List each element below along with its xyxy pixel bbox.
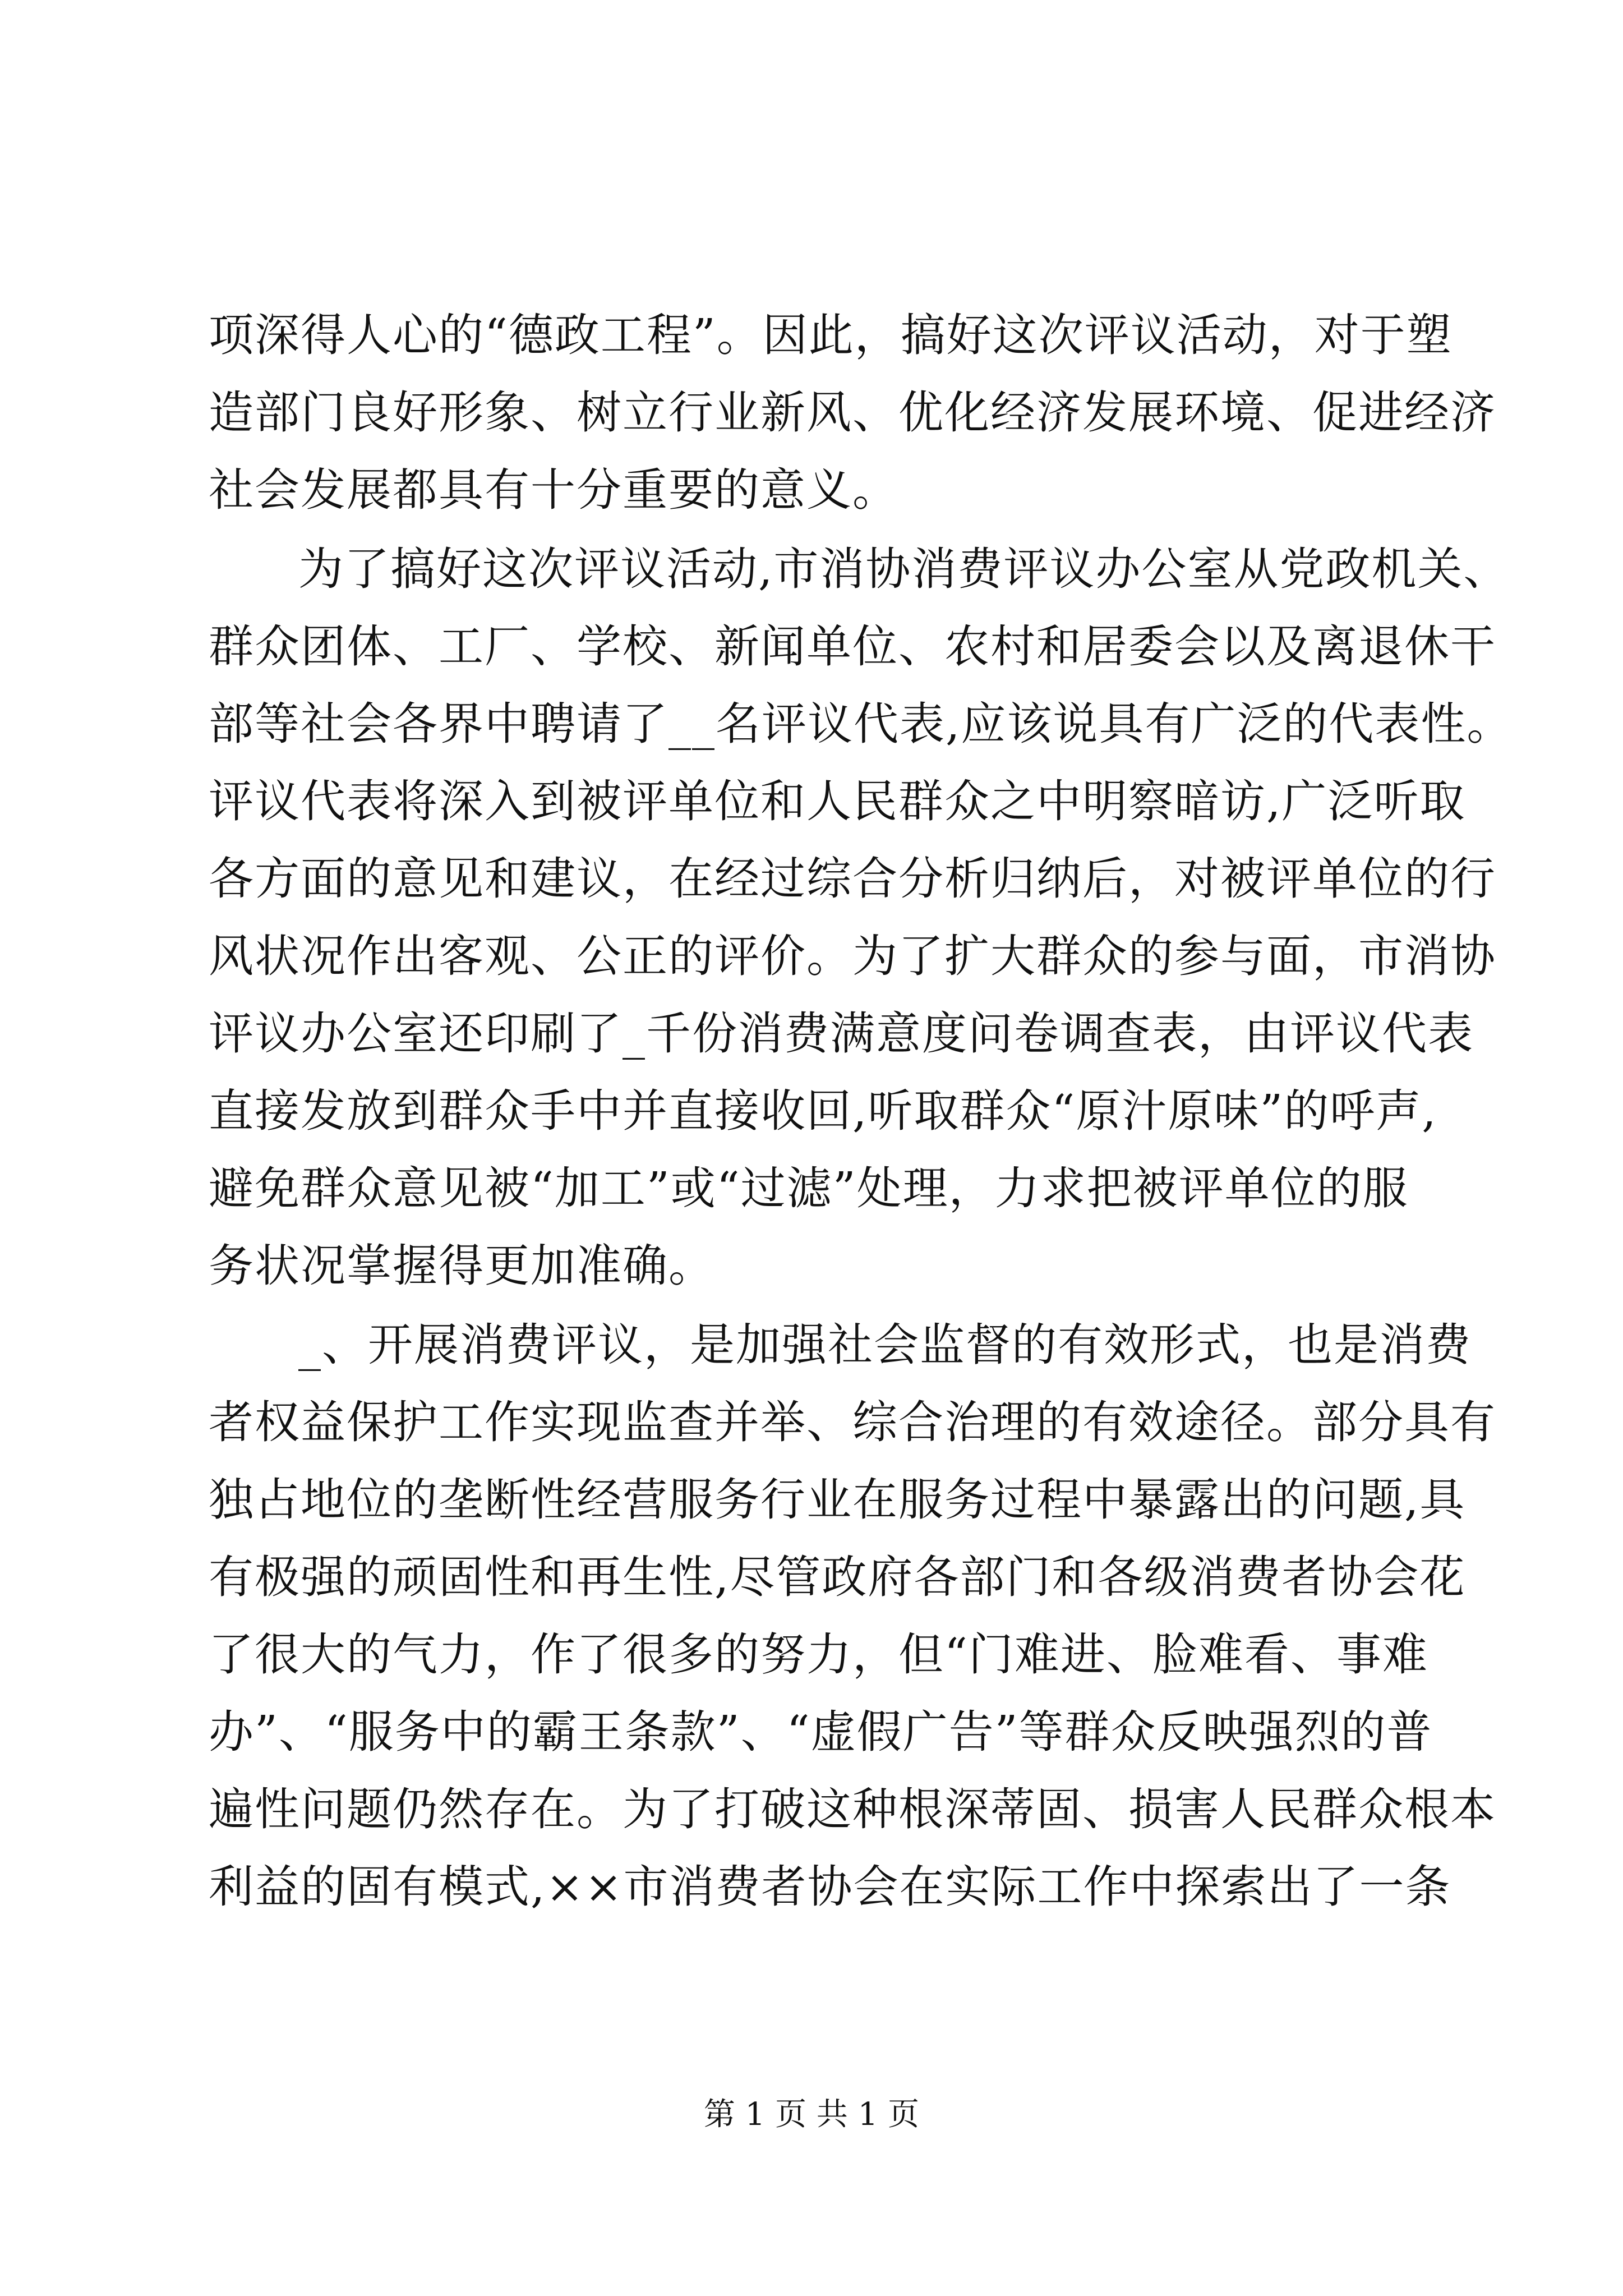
text-line: 利益的固有模式,××市消费者协会在实际工作中探索出了一条 bbox=[209, 1861, 1451, 1913]
text-line: 者权益保护工作实现监查并举、综合治理的有效途径。部分具有 bbox=[209, 1396, 1496, 1448]
text-line: 直接发放到群众手中并直接收回,听取群众“原汁原味”的呼声, bbox=[209, 1085, 1437, 1137]
text-line: 办”、“服务中的霸王条款”、“虚假广告”等群众反映强烈的普 bbox=[209, 1706, 1433, 1758]
text-line: 社会发展都具有十分重要的意义。 bbox=[209, 464, 898, 516]
text-line: 避免群众意见被“加工”或“过滤”处理，力求把被评单位的服 bbox=[209, 1162, 1409, 1214]
text-line: 项深得人心的“德政工程”。因此，搞好这次评议活动，对于塑 bbox=[209, 309, 1453, 361]
text-line: 评议代表将深入到被评单位和人民群众之中明察暗访,广泛听取 bbox=[209, 775, 1466, 827]
text-line: 造部门良好形象、树立行业新风、优化经济发展环境、促进经济 bbox=[209, 386, 1496, 439]
text-line: 各方面的意见和建议，在经过综合分析归纳后，对被评单位的行 bbox=[209, 853, 1496, 905]
paragraph-first-line: 为了搞好这次评议活动,市消协消费评议办公室从党政机关、 bbox=[298, 543, 1510, 595]
text-line: 了很大的气力，作了很多的努力，但“门难进、脸难看、事难 bbox=[209, 1628, 1428, 1681]
page-number-footer: 第 1 页 共 1 页 bbox=[703, 2096, 920, 2133]
text-line: 遍性问题仍然存在。为了打破这种根深蒂固、损害人民群众根本 bbox=[209, 1783, 1496, 1835]
text-line: 务状况掌握得更加准确。 bbox=[209, 1240, 714, 1292]
paragraph-first-line: _、开展消费评议，是加强社会监督的有效形式，也是消费 bbox=[298, 1319, 1472, 1371]
text-line: 风状况作出客观、公正的评价。为了扩大群众的参与面，市消协 bbox=[209, 930, 1496, 982]
text-line: 有极强的顽固性和再生性,尽管政府各部门和各级消费者协会花 bbox=[209, 1551, 1466, 1603]
text-line: 独占地位的垄断性经营服务行业在服务过程中暴露出的问题,具 bbox=[209, 1474, 1466, 1526]
text-line: 评议办公室还印刷了_千份消费满意度问卷调查表，由评议代表 bbox=[209, 1007, 1474, 1060]
text-line: 群众团体、工厂、学校、新闻单位、农村和居委会以及离退休干 bbox=[209, 620, 1496, 673]
text-line: 部等社会各界中聘请了__名评议代表,应该说具有广泛的代表性。 bbox=[209, 698, 1513, 750]
